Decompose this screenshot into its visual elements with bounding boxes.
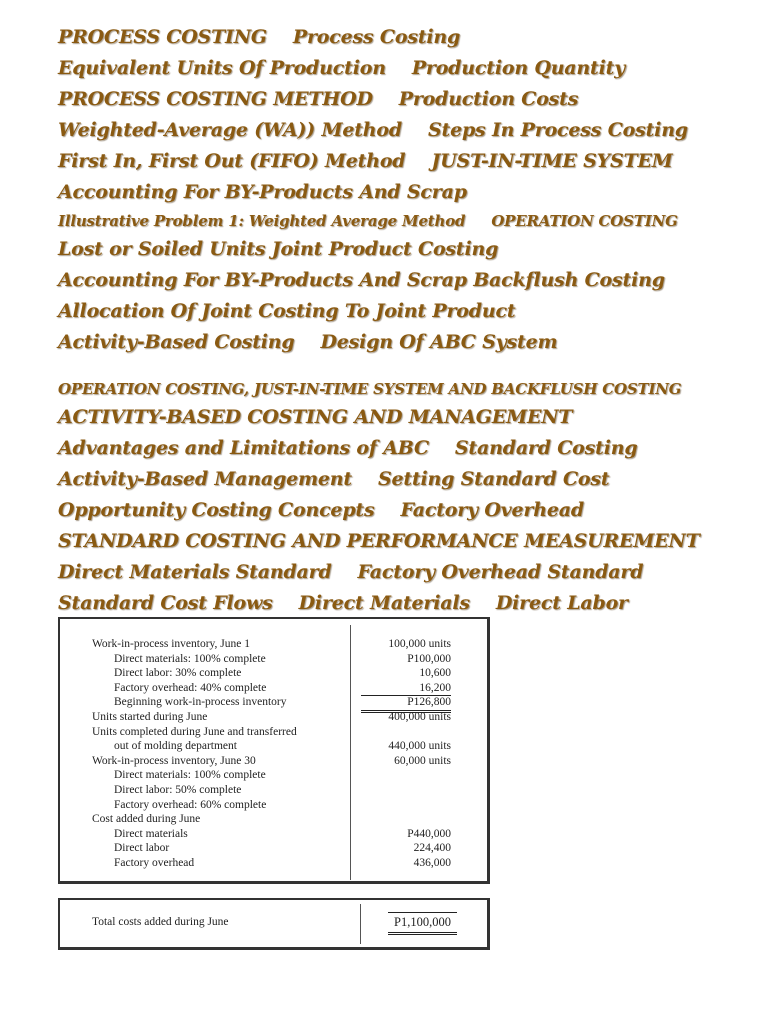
topic-item: Allocation Of Joint Costing To Joint Product	[58, 300, 516, 322]
topic-line	[58, 588, 758, 619]
row-label: Direct labor: 30% complete	[114, 667, 242, 680]
topic-line	[58, 296, 758, 327]
topic-item: Standard Costing	[454, 437, 638, 459]
row-value: 60,000 units	[394, 754, 451, 767]
table-row	[60, 856, 487, 871]
table-row	[60, 652, 487, 667]
table-row	[60, 710, 487, 725]
row-value: 100,000 units	[388, 638, 451, 650]
row-label: Direct labor: 50% complete	[114, 783, 242, 796]
table-row	[60, 812, 487, 827]
topic-item: Advantages and Limitations of ABC	[58, 437, 429, 459]
cost-data-table	[58, 617, 490, 884]
topic-item: Illustrative Problem 1: Weighted Average Method	[58, 212, 466, 230]
topic-item: JUST-IN-TIME SYSTEM	[431, 150, 673, 172]
table-row	[60, 841, 487, 856]
topic-item: Factory Overhead Standard	[357, 561, 644, 583]
topic-item: Opportunity Costing Concepts	[58, 499, 375, 521]
table-row	[60, 666, 487, 681]
table-row	[60, 827, 487, 842]
topic-item: OPERATION COSTING	[491, 212, 678, 230]
row-value: P126,800	[361, 695, 451, 713]
topic-list	[58, 22, 758, 619]
topic-item: Lost or Soiled Units Joint Product Costing	[58, 238, 499, 260]
table-row	[60, 754, 487, 769]
table-row	[60, 798, 487, 813]
topic-line	[58, 115, 758, 146]
row-value: 400,000 units	[388, 710, 451, 723]
row-label: Factory overhead	[114, 856, 195, 869]
topic-line	[58, 234, 758, 265]
total-costs-box	[58, 898, 490, 950]
topic-item: Setting Standard Cost	[377, 468, 610, 490]
topic-item: Standard Cost Flows	[58, 592, 273, 614]
row-value: 224,400	[413, 842, 451, 855]
row-label: Beginning work-in-process inventory	[114, 696, 287, 709]
row-label: Direct materials: 100% complete	[114, 769, 266, 782]
topic-item: Equivalent Units Of Production	[58, 57, 386, 79]
topic-item: Production Quantity	[411, 57, 626, 79]
topic-item: Weighted-Average (WA)) Method	[58, 119, 402, 141]
column-divider	[360, 904, 361, 944]
topic-item: Accounting For BY-Products And Scrap	[58, 181, 467, 203]
topic-item: First In, First Out (FIFO) Method	[58, 150, 406, 172]
topic-line	[58, 208, 758, 234]
topic-item: PROCESS COSTING METHOD	[58, 88, 373, 110]
topic-item: Direct Materials	[298, 592, 470, 614]
row-label: Factory overhead: 60% complete	[114, 798, 267, 811]
topic-line	[58, 22, 758, 53]
table-row	[60, 681, 487, 696]
row-label: Direct materials	[114, 827, 188, 840]
total-label: Total costs added during June	[92, 916, 229, 928]
row-label: Factory overhead: 40% complete	[114, 681, 267, 694]
topic-item: STANDARD COSTING AND PERFORMANCE MEASUREMENT	[58, 530, 700, 552]
topic-item: Process Costing	[292, 26, 461, 48]
topic-item: Design Of ABC System	[320, 331, 558, 353]
topic-line	[58, 557, 758, 588]
table-row	[60, 695, 487, 710]
topic-line	[58, 402, 758, 433]
table-row	[60, 739, 487, 754]
topic-line	[58, 265, 758, 296]
topic-line	[58, 464, 758, 495]
table-row	[60, 768, 487, 783]
total-value: P1,100,000	[388, 912, 457, 935]
row-label: Work-in-process inventory, June 30	[92, 754, 256, 767]
topic-item: Factory Overhead	[400, 499, 584, 521]
topic-item: Steps In Process Costing	[427, 119, 688, 141]
table-row	[60, 783, 487, 798]
row-value: 436,000	[413, 856, 451, 869]
row-label: Direct materials: 100% complete	[114, 652, 266, 665]
topic-item: Activity-Based Management	[58, 468, 352, 490]
row-value: 16,200	[361, 681, 451, 697]
row-label: Units completed during June and transferred	[92, 725, 297, 738]
row-value: P440,000	[407, 827, 451, 840]
topic-item: Activity-Based Costing	[58, 331, 295, 353]
row-value: 10,600	[419, 667, 451, 680]
topic-line	[58, 177, 758, 208]
topic-item: Accounting For BY-Products And Scrap Backflush Costing	[58, 269, 665, 291]
topic-item: Direct Materials Standard	[58, 561, 332, 583]
topic-line	[58, 146, 758, 177]
topic-line	[58, 327, 758, 358]
row-label: out of molding department	[114, 740, 237, 753]
row-label: Cost added during June	[92, 813, 201, 826]
row-value: 440,000 units	[388, 740, 451, 753]
table-row	[60, 637, 487, 652]
topic-line	[58, 495, 758, 526]
topic-item: OPERATION COSTING, JUST-IN-TIME SYSTEM AND BACKFLUSH COSTING	[58, 380, 682, 398]
table-row	[60, 725, 487, 740]
topic-line	[58, 53, 758, 84]
row-label: Direct labor	[114, 842, 170, 855]
topic-item: Direct Labor	[495, 592, 628, 614]
row-label: Units started during June	[92, 710, 208, 723]
topic-line	[58, 526, 758, 557]
row-label: Work-in-process inventory, June 1	[92, 638, 251, 650]
topic-line	[58, 84, 758, 115]
topic-item: ACTIVITY-BASED COSTING AND MANAGEMENT	[58, 406, 573, 428]
topic-line	[58, 376, 758, 402]
topic-item: Production Costs	[398, 88, 579, 110]
topic-line	[58, 433, 758, 464]
row-value: P100,000	[407, 652, 451, 665]
topic-item: PROCESS COSTING	[58, 26, 267, 48]
